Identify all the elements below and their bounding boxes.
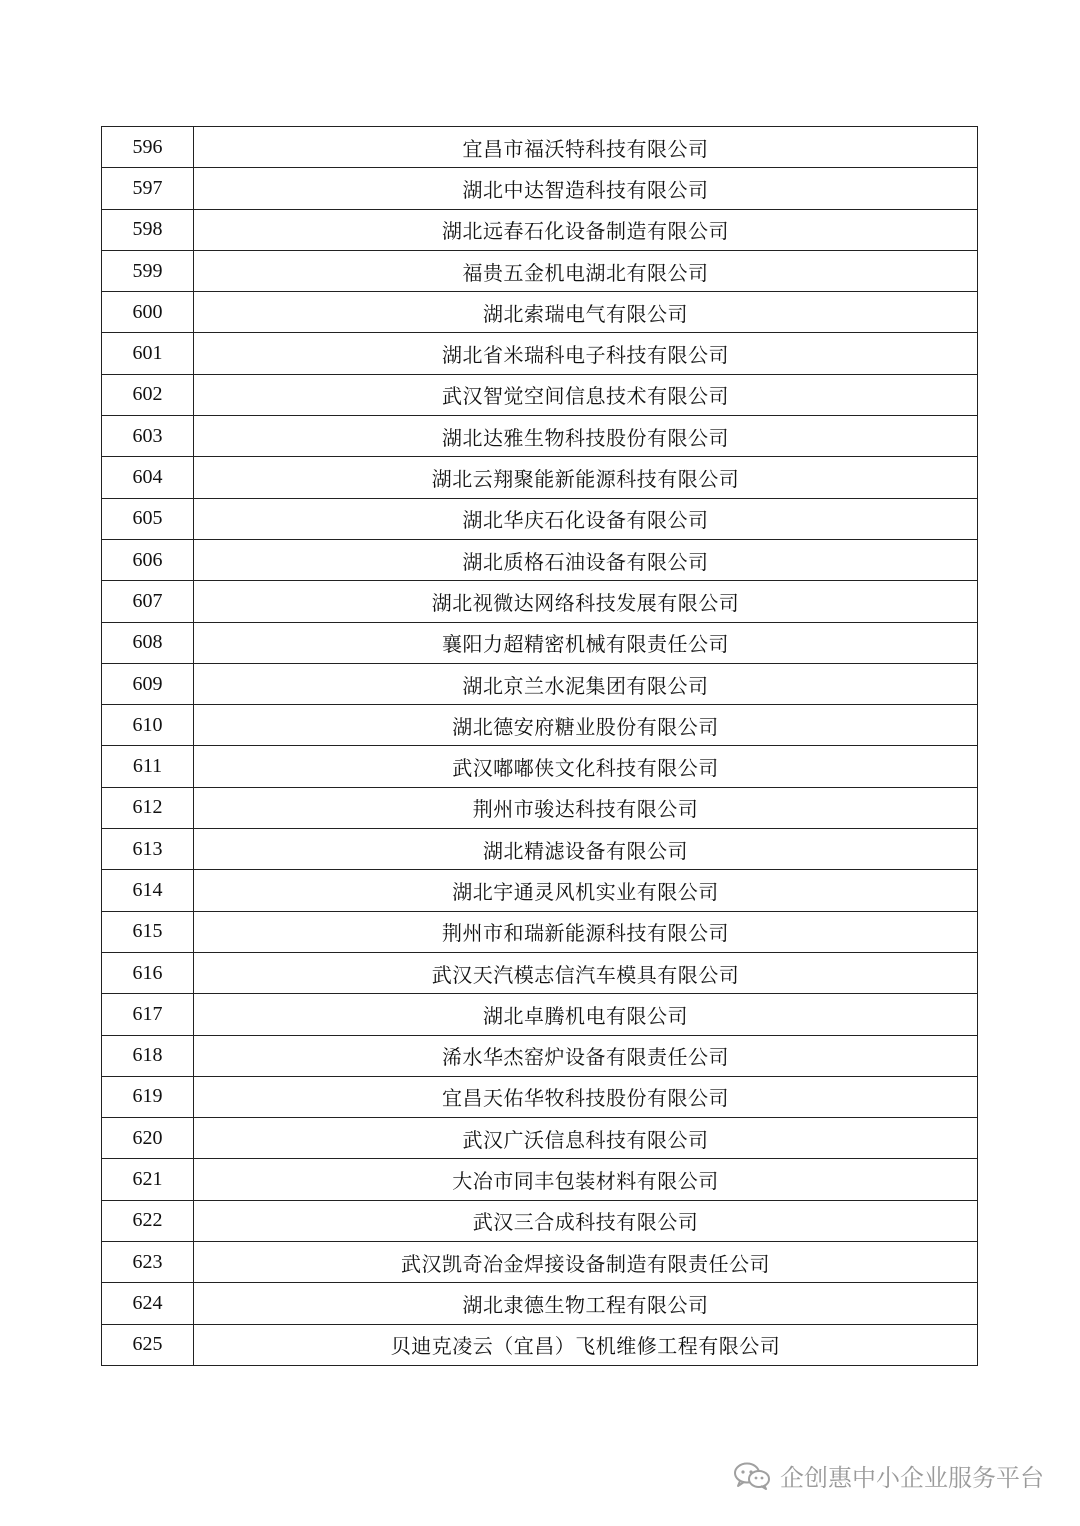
row-number: 617: [102, 994, 194, 1035]
company-name: 湖北卓腾机电有限公司: [194, 994, 978, 1035]
company-name: 湖北云翔聚能新能源科技有限公司: [194, 457, 978, 498]
row-number: 604: [102, 457, 194, 498]
table-row: [102, 539, 978, 580]
table-body: [102, 127, 978, 1366]
company-name: 湖北华庆石化设备有限公司: [194, 498, 978, 539]
company-name: 福贵五金机电湖北有限公司: [194, 250, 978, 291]
company-name: 荆州市和瑞新能源科技有限公司: [194, 911, 978, 952]
company-name: 武汉智觉空间信息技术有限公司: [194, 374, 978, 415]
company-name: 湖北德安府糖业股份有限公司: [194, 705, 978, 746]
table-row: [102, 705, 978, 746]
company-name: 武汉三合成科技有限公司: [194, 1200, 978, 1241]
row-number: 609: [102, 663, 194, 704]
company-name: 武汉凯奇冶金焊接设备制造有限责任公司: [194, 1242, 978, 1283]
row-number: 612: [102, 787, 194, 828]
table-row: [102, 870, 978, 911]
row-number: 616: [102, 952, 194, 993]
company-name: 湖北质格石油设备有限公司: [194, 539, 978, 580]
company-name: 湖北远春石化设备制造有限公司: [194, 209, 978, 250]
table-row: [102, 1118, 978, 1159]
company-name: 湖北精滤设备有限公司: [194, 829, 978, 870]
table-row: [102, 1200, 978, 1241]
table-row: [102, 746, 978, 787]
row-number: 624: [102, 1283, 194, 1324]
company-name: 湖北中达智造科技有限公司: [194, 168, 978, 209]
company-name: 大冶市同丰包装材料有限公司: [194, 1159, 978, 1200]
row-number: 611: [102, 746, 194, 787]
table-row: [102, 1324, 978, 1365]
row-number: 603: [102, 416, 194, 457]
company-list-table: [101, 126, 978, 1366]
row-number: 615: [102, 911, 194, 952]
row-number: 613: [102, 829, 194, 870]
row-number: 601: [102, 333, 194, 374]
table-row: [102, 622, 978, 663]
row-number: 619: [102, 1076, 194, 1117]
row-number: 607: [102, 581, 194, 622]
company-name: 贝迪克凌云（宜昌）飞机维修工程有限公司: [194, 1324, 978, 1365]
company-name: 武汉嘟嘟侠文化科技有限公司: [194, 746, 978, 787]
table-row: [102, 416, 978, 457]
company-name: 荆州市骏达科技有限公司: [194, 787, 978, 828]
company-name: 武汉天汽模志信汽车模具有限公司: [194, 952, 978, 993]
row-number: 610: [102, 705, 194, 746]
table-row: [102, 209, 978, 250]
table-row: [102, 581, 978, 622]
table-row: [102, 127, 978, 168]
watermark: [732, 1458, 1044, 1493]
row-number: 605: [102, 498, 194, 539]
table-row: [102, 168, 978, 209]
company-name: 湖北隶德生物工程有限公司: [194, 1283, 978, 1324]
table-row: [102, 292, 978, 333]
company-name: 湖北省米瑞科电子科技有限公司: [194, 333, 978, 374]
row-number: 596: [102, 127, 194, 168]
table-row: [102, 1035, 978, 1076]
row-number: 598: [102, 209, 194, 250]
row-number: 621: [102, 1159, 194, 1200]
company-name: 宜昌市福沃特科技有限公司: [194, 127, 978, 168]
wechat-icon: [732, 1461, 772, 1491]
company-name: 湖北索瑞电气有限公司: [194, 292, 978, 333]
table-row: [102, 787, 978, 828]
row-number: 600: [102, 292, 194, 333]
table-row: [102, 457, 978, 498]
company-name: 宜昌天佑华牧科技股份有限公司: [194, 1076, 978, 1117]
row-number: 623: [102, 1242, 194, 1283]
row-number: 622: [102, 1200, 194, 1241]
table-row: [102, 994, 978, 1035]
table-row: [102, 333, 978, 374]
row-number: 597: [102, 168, 194, 209]
table-row: [102, 911, 978, 952]
row-number: 608: [102, 622, 194, 663]
company-name: 武汉广沃信息科技有限公司: [194, 1118, 978, 1159]
table-row: [102, 250, 978, 291]
table-row: [102, 829, 978, 870]
table-row: [102, 1283, 978, 1324]
row-number: 618: [102, 1035, 194, 1076]
table-row: [102, 1242, 978, 1283]
company-name: 浠水华杰窑炉设备有限责任公司: [194, 1035, 978, 1076]
watermark-text: 企创惠中小企业服务平台: [780, 1464, 1044, 1492]
company-name: 湖北宇通灵风机实业有限公司: [194, 870, 978, 911]
table-row: [102, 1159, 978, 1200]
row-number: 599: [102, 250, 194, 291]
company-name: 湖北达雅生物科技股份有限公司: [194, 416, 978, 457]
table-row: [102, 952, 978, 993]
table-row: [102, 1076, 978, 1117]
company-name: 襄阳力超精密机械有限责任公司: [194, 622, 978, 663]
table-row: [102, 498, 978, 539]
company-name: 湖北视微达网络科技发展有限公司: [194, 581, 978, 622]
row-number: 620: [102, 1118, 194, 1159]
row-number: 606: [102, 539, 194, 580]
row-number: 625: [102, 1324, 194, 1365]
table-row: [102, 663, 978, 704]
table-row: [102, 374, 978, 415]
row-number: 602: [102, 374, 194, 415]
row-number: 614: [102, 870, 194, 911]
company-name: 湖北京兰水泥集团有限公司: [194, 663, 978, 704]
